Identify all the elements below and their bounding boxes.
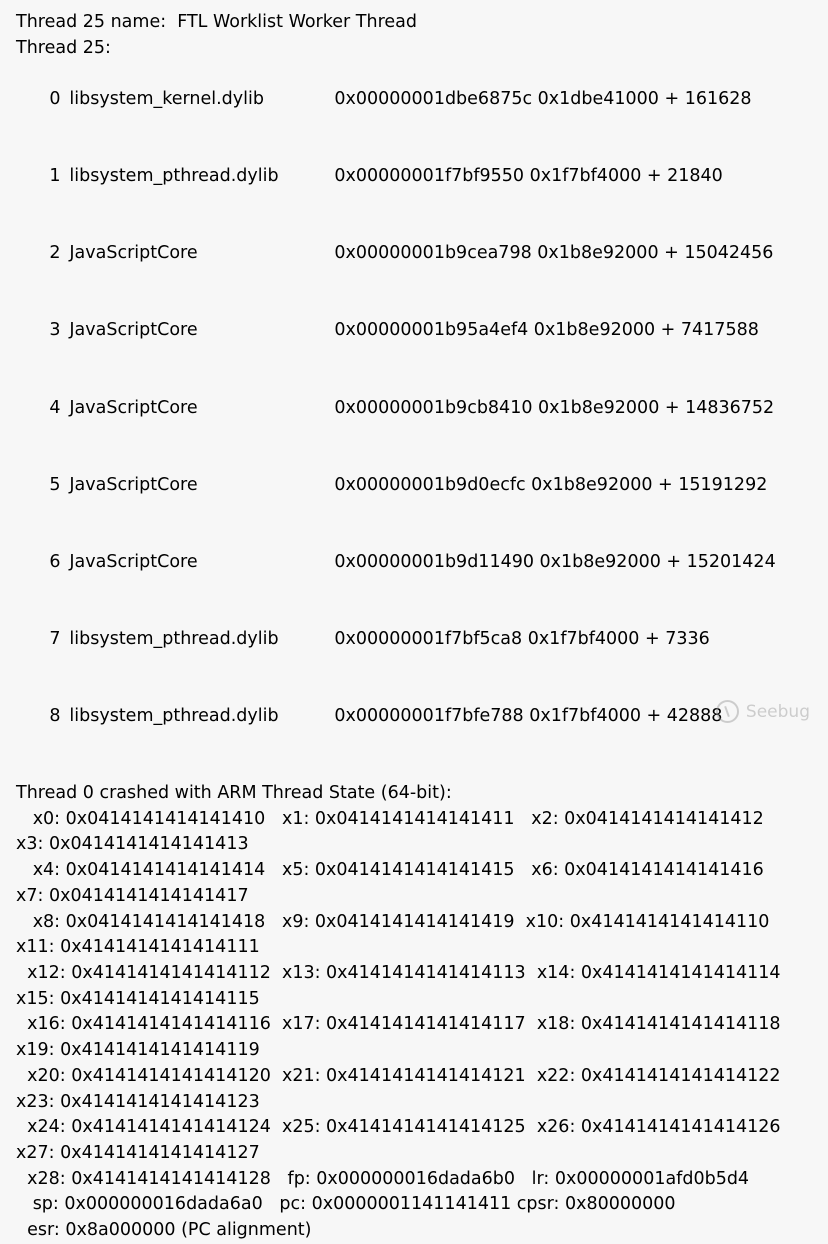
- frame-index: 0: [49, 89, 61, 110]
- table-row: [16, 216, 828, 293]
- table-row: [16, 447, 828, 524]
- watermark: [716, 700, 810, 723]
- frame-index: 4: [49, 397, 61, 418]
- seebug-logo-icon: [716, 700, 739, 723]
- register-line: x4: 0x0414141414141414 x5: 0x0414141414141415 x6: 0x0414141414141416: [16, 860, 764, 881]
- frame-index: 7: [49, 628, 61, 649]
- register-line: x16: 0x4141414141414116 x17: 0x4141414141414117 x18: 0x4141414141414118: [16, 1014, 781, 1035]
- thread-name-line: Thread 25 name: FTL Worklist Worker Thread: [16, 12, 417, 32]
- frame-address: 0x00000001f7bf5ca8 0x1f7bf4000 + 7336: [334, 628, 710, 649]
- table-row: [16, 524, 828, 601]
- register-line: x28: 0x4141414141414128 fp: 0x000000016dada6b0 lr: 0x00000001afd0b5d4: [16, 1168, 750, 1189]
- frame-image: JavaScriptCore: [69, 551, 198, 572]
- frame-address: 0x00000001b95a4ef4 0x1b8e92000 + 7417588: [334, 320, 759, 341]
- stack-frame-list: [16, 61, 828, 755]
- frame-image: libsystem_pthread.dylib: [69, 166, 279, 187]
- frame-image: libsystem_pthread.dylib: [69, 705, 279, 726]
- table-row: [16, 601, 828, 678]
- frame-index: 5: [49, 474, 61, 495]
- register-line: x27: 0x4141414141414127: [16, 1142, 260, 1163]
- thread-header-line: Thread 25:: [16, 37, 111, 58]
- register-line: x23: 0x4141414141414123: [16, 1091, 260, 1112]
- table-row: [16, 370, 828, 447]
- frame-index: 6: [49, 551, 61, 572]
- register-line: x24: 0x4141414141414124 x25: 0x4141414141414125 x26: 0x4141414141414126: [16, 1117, 781, 1138]
- frame-image: libsystem_pthread.dylib: [69, 628, 279, 649]
- frame-address: 0x00000001b9cb8410 0x1b8e92000 + 14836752: [334, 397, 775, 418]
- register-line: x0: 0x0414141414141410 x1: 0x0414141414141411 x2: 0x0414141414141412: [16, 808, 764, 829]
- register-line: sp: 0x000000016dada6a0 pc: 0x0000001141141411 cpsr: 0x80000000: [16, 1194, 676, 1215]
- frame-address: 0x00000001b9cea798 0x1b8e92000 + 15042456: [334, 243, 774, 264]
- crash-state-header: Thread 0 crashed with ARM Thread State (64-bit):: [16, 783, 452, 804]
- frame-image: libsystem_kernel.dylib: [69, 89, 264, 110]
- frame-image: JavaScriptCore: [69, 320, 198, 341]
- frame-index: 3: [49, 320, 61, 341]
- register-line: x15: 0x4141414141414115: [16, 988, 260, 1009]
- register-line: esr: 0x8a000000 (PC alignment): [16, 1220, 312, 1241]
- frame-index: 1: [49, 166, 61, 187]
- register-line: x8: 0x0414141414141418 x9: 0x0414141414141419 x10: 0x4141414141414110: [16, 911, 770, 932]
- frame-index: 8: [49, 705, 61, 726]
- frame-image: JavaScriptCore: [69, 397, 198, 418]
- frame-address: 0x00000001f7bf9550 0x1f7bf4000 + 21840: [334, 166, 723, 187]
- frame-address: 0x00000001f7bfe788 0x1f7bf4000 + 42888: [334, 705, 723, 726]
- frame-image: JavaScriptCore: [69, 243, 198, 264]
- table-row: [16, 61, 828, 138]
- frame-address: 0x00000001b9d11490 0x1b8e92000 + 15201424: [334, 551, 776, 572]
- frame-image: JavaScriptCore: [69, 474, 198, 495]
- register-dump: [16, 807, 828, 1244]
- watermark-label: Seebug: [745, 701, 810, 722]
- table-row: [16, 139, 828, 216]
- table-row: [16, 293, 828, 370]
- frame-index: 2: [49, 243, 61, 264]
- register-line: x11: 0x4141414141414111: [16, 937, 260, 958]
- register-line: x7: 0x0414141414141417: [16, 885, 249, 906]
- frame-address: 0x00000001b9d0ecfc 0x1b8e92000 + 15191292: [334, 474, 768, 495]
- table-row: [16, 678, 828, 755]
- register-line: x3: 0x0414141414141413: [16, 834, 249, 855]
- register-line: x19: 0x4141414141414119: [16, 1040, 260, 1061]
- register-line: x12: 0x4141414141414112 x13: 0x4141414141414113 x14: 0x4141414141414114: [16, 963, 781, 983]
- spacer: [16, 755, 828, 781]
- frame-address: 0x00000001dbe6875c 0x1dbe41000 + 161628: [334, 89, 752, 110]
- register-line: x20: 0x4141414141414120 x21: 0x4141414141414121 x22: 0x4141414141414122: [16, 1065, 781, 1086]
